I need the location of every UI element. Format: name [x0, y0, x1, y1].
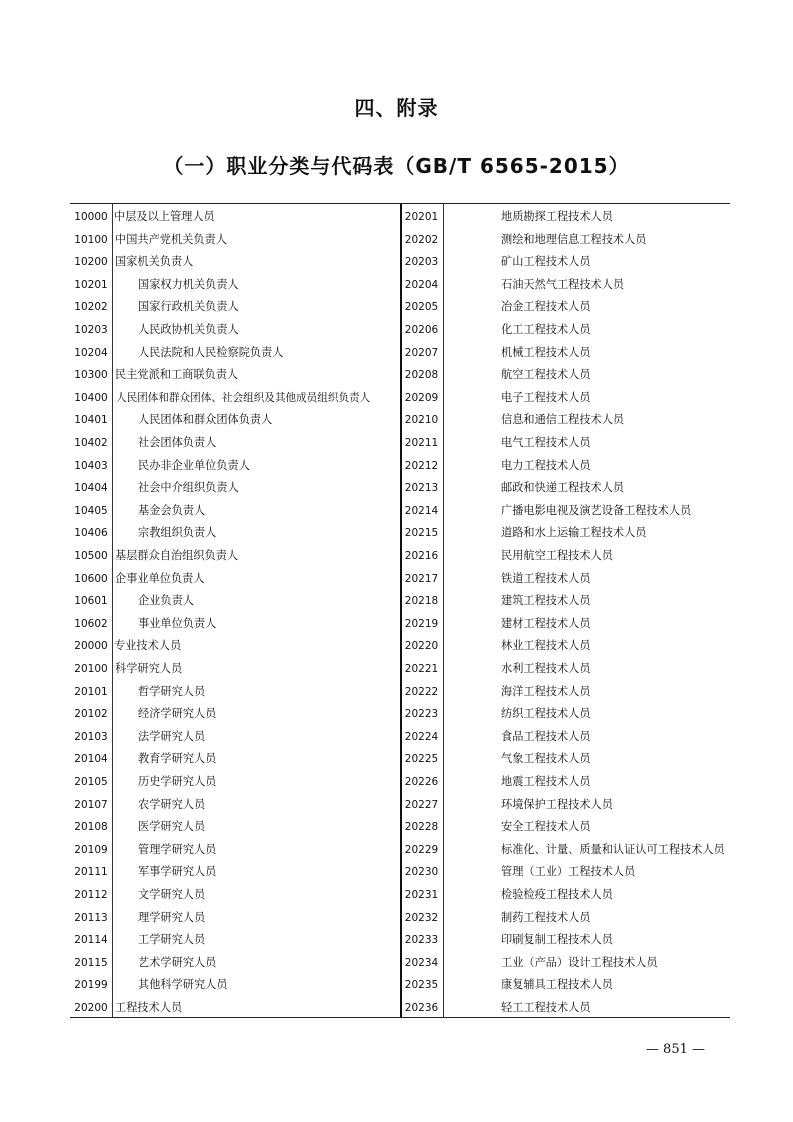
table-row [400, 477, 730, 500]
occupation-name: 人民团体和群众团体、社会组织及其他成员组织负责人 [116, 391, 371, 404]
occupation-code: 20218 [404, 595, 439, 608]
occupation-name: 检验检疫工程技术人员 [501, 888, 613, 901]
occupation-code: 10201 [74, 278, 108, 291]
occupation-code: 20224 [404, 730, 439, 743]
right-column [400, 204, 730, 1017]
occupation-name: 军事学研究人员 [138, 865, 217, 879]
table-row [400, 432, 730, 455]
occupation-name: 电力工程技术人员 [501, 458, 591, 472]
occupation-name: 医学研究人员 [138, 820, 206, 834]
table-row [70, 952, 400, 975]
occupation-name: 化工工程技术人员 [501, 323, 591, 336]
occupation-name: 民主党派和工商联负责人 [115, 368, 239, 382]
occupation-name: 电子工程技术人员 [501, 390, 591, 404]
occupation-name: 文学研究人员 [138, 888, 206, 901]
occupation-code: 20102 [74, 708, 108, 721]
occupation-code: 10204 [74, 346, 108, 359]
table-row [400, 703, 730, 726]
table-row [400, 997, 730, 1020]
table-row [70, 590, 400, 613]
occupation-code: 20000 [74, 640, 108, 653]
occupation-code: 20206 [404, 324, 439, 336]
occupation-name: 纺织工程技术人员 [501, 707, 591, 721]
occupation-code: 20236 [404, 1002, 439, 1014]
table-row [70, 251, 400, 274]
table-row [70, 387, 400, 410]
table-row [70, 342, 400, 365]
occupation-name: 人民团体和群众团体负责人 [138, 413, 273, 427]
occupation-code: 20200 [74, 1002, 108, 1014]
table-row [400, 635, 730, 658]
occupation-name: 基层群众自治组织负责人 [115, 549, 239, 562]
occupation-code: 20115 [74, 956, 108, 969]
occupation-name: 电气工程技术人员 [501, 436, 591, 449]
occupation-code-table [70, 203, 730, 1018]
table-row [400, 455, 730, 478]
table-row [400, 952, 730, 975]
table-row [400, 568, 730, 591]
table-row [70, 613, 400, 636]
occupation-name: 中层及以上管理人员 [114, 210, 215, 223]
table-row [400, 364, 730, 387]
occupation-name: 企事业单位负责人 [115, 571, 205, 585]
table-row [400, 296, 730, 319]
occupation-code: 20230 [404, 866, 439, 879]
occupation-code: 20221 [404, 663, 439, 675]
table-row [70, 296, 400, 319]
occupation-code: 20216 [404, 550, 439, 562]
occupation-name: 林业工程技术人员 [501, 639, 591, 653]
occupation-code: 20109 [74, 843, 108, 856]
table-row [400, 613, 730, 636]
occupation-name: 印刷复制工程技术人员 [501, 933, 613, 947]
table-row [70, 568, 400, 591]
occupation-name: 建筑工程技术人员 [501, 594, 591, 608]
occupation-code: 20212 [404, 459, 439, 472]
occupation-code: 20209 [404, 391, 439, 404]
table-row [70, 500, 400, 523]
table-row [400, 839, 730, 862]
table-row [400, 681, 730, 704]
occupation-name: 海洋工程技术人员 [501, 684, 591, 698]
table-row [70, 884, 400, 907]
occupation-code: 20214 [404, 504, 439, 517]
occupation-code: 20207 [404, 346, 439, 359]
occupation-name: 艺术学研究人员 [138, 955, 217, 969]
occupation-code: 20105 [74, 776, 108, 788]
table-row [400, 522, 730, 545]
occupation-code: 20232 [404, 911, 439, 924]
table-row [70, 364, 400, 387]
occupation-name: 环境保护工程技术人员 [501, 797, 613, 811]
occupation-name: 国家行政机关负责人 [138, 300, 239, 314]
occupation-code: 20107 [74, 798, 108, 811]
left-column [70, 204, 400, 1017]
occupation-name: 民用航空工程技术人员 [501, 549, 613, 562]
table-row [70, 274, 400, 297]
occupation-code: 20229 [404, 843, 439, 856]
occupation-code: 20222 [404, 685, 439, 698]
occupation-code: 20210 [404, 414, 439, 427]
occupation-code: 20226 [404, 776, 439, 788]
occupation-code: 20103 [74, 730, 108, 743]
occupation-code: 10600 [74, 572, 108, 585]
table-row [400, 748, 730, 771]
occupation-code: 20225 [404, 753, 439, 766]
table-row [400, 929, 730, 952]
occupation-name: 康复辅具工程技术人员 [501, 978, 613, 992]
occupation-name: 广播电影电视及演艺设备工程技术人员 [501, 503, 692, 517]
table-row [400, 342, 730, 365]
table-row [400, 206, 730, 229]
occupation-code: 20233 [404, 934, 439, 947]
occupation-name: 铁道工程技术人员 [501, 571, 591, 585]
occupation-name: 航空工程技术人员 [501, 368, 591, 382]
occupation-code: 20199 [74, 979, 108, 992]
table-row [70, 907, 400, 930]
occupation-name: 管理学研究人员 [138, 842, 217, 856]
table-row [70, 635, 400, 658]
table-row [400, 387, 730, 410]
occupation-code: 20208 [404, 369, 439, 382]
occupation-name: 法学研究人员 [138, 729, 206, 743]
occupation-name: 教育学研究人员 [138, 752, 217, 766]
table-row [400, 974, 730, 997]
occupation-name: 地震工程技术人员 [501, 775, 591, 788]
occupation-name: 国家机关负责人 [115, 255, 194, 269]
occupation-code: 20204 [404, 278, 439, 291]
occupation-code: 20113 [74, 911, 108, 924]
occupation-code: 20101 [74, 685, 108, 698]
table-row [70, 455, 400, 478]
occupation-code: 20202 [404, 233, 439, 246]
occupation-name: 水利工程技术人员 [501, 662, 591, 675]
occupation-code: 10202 [74, 301, 108, 314]
occupation-code: 20114 [74, 934, 108, 947]
table-row [70, 545, 400, 568]
table-row [400, 319, 730, 342]
occupation-name: 测绘和地理信息工程技术人员 [501, 232, 647, 246]
table-row [70, 997, 400, 1020]
occupation-code: 20112 [74, 889, 108, 901]
table-row [70, 974, 400, 997]
table-row [70, 522, 400, 545]
table-row [70, 726, 400, 749]
occupation-name: 标准化、计量、质量和认证认可工程技术人员 [501, 842, 725, 856]
occupation-name: 宗教组织负责人 [138, 526, 217, 540]
occupation-name: 矿山工程技术人员 [501, 255, 591, 269]
occupation-name: 基金会负责人 [138, 503, 206, 517]
table-row [400, 907, 730, 930]
occupation-code: 20231 [404, 889, 439, 901]
occupation-name: 邮政和快递工程技术人员 [501, 481, 625, 495]
occupation-code: 20104 [74, 753, 108, 766]
occupation-name: 工学研究人员 [138, 933, 206, 947]
table-row [400, 658, 730, 681]
table-row [70, 794, 400, 817]
occupation-name: 道路和水上运输工程技术人员 [501, 526, 647, 540]
occupation-name: 地质勘探工程技术人员 [501, 210, 613, 223]
occupation-code: 20205 [404, 301, 439, 314]
occupation-name: 气象工程技术人员 [501, 752, 591, 766]
table-row [70, 229, 400, 252]
table-row [70, 861, 400, 884]
occupation-code: 10602 [74, 617, 108, 630]
occupation-name: 农学研究人员 [138, 797, 206, 811]
occupation-name: 其他科学研究人员 [138, 978, 228, 992]
occupation-code: 10400 [74, 391, 108, 404]
occupation-code: 10000 [74, 211, 108, 223]
occupation-name: 理学研究人员 [138, 910, 206, 924]
occupation-code: 10300 [74, 369, 108, 382]
occupation-name: 企业负责人 [138, 594, 194, 608]
occupation-name: 冶金工程技术人员 [501, 300, 591, 314]
table-row [400, 726, 730, 749]
table-row [400, 545, 730, 568]
occupation-name: 工业（产品）设计工程技术人员 [501, 955, 658, 969]
table-row [400, 274, 730, 297]
occupation-code: 10404 [74, 482, 108, 495]
occupation-code: 20203 [404, 256, 439, 269]
table-row [400, 816, 730, 839]
table-row [400, 500, 730, 523]
occupation-code: 20223 [404, 708, 439, 721]
occupation-code: 20201 [404, 211, 439, 223]
table-title: （一）职业分类与代码表（GB/T 6565-2015） [163, 154, 630, 178]
occupation-name: 安全工程技术人员 [501, 820, 591, 834]
table-row [400, 861, 730, 884]
table-row [70, 477, 400, 500]
occupation-name: 食品工程技术人员 [501, 729, 591, 743]
occupation-name: 信息和通信工程技术人员 [501, 413, 625, 427]
occupation-code: 20235 [404, 979, 439, 992]
occupation-name: 建材工程技术人员 [501, 616, 591, 630]
occupation-code: 20213 [404, 482, 439, 495]
occupation-name: 国家权力机关负责人 [138, 277, 239, 291]
table-row [70, 432, 400, 455]
occupation-name: 科学研究人员 [115, 662, 183, 675]
occupation-code: 10100 [74, 233, 108, 246]
occupation-name: 事业单位负责人 [138, 616, 217, 630]
table-row [70, 816, 400, 839]
occupation-code: 10402 [74, 437, 108, 449]
table-row [400, 229, 730, 252]
section-title: 四、附录 [354, 96, 439, 120]
occupation-name: 人民法院和人民检察院负责人 [138, 345, 284, 359]
occupation-code: 20219 [404, 617, 439, 630]
occupation-name: 制药工程技术人员 [501, 910, 591, 924]
table-row [70, 319, 400, 342]
occupation-name: 人民政协机关负责人 [138, 323, 239, 336]
table-row [70, 206, 400, 229]
table-row [70, 658, 400, 681]
occupation-name: 管理（工业）工程技术人员 [501, 865, 636, 879]
occupation-code: 20227 [404, 798, 439, 811]
occupation-name: 社会团体负责人 [138, 436, 217, 449]
occupation-code: 10405 [74, 504, 108, 517]
table-row [70, 409, 400, 432]
occupation-name: 专业技术人员 [114, 639, 182, 653]
occupation-code: 10406 [74, 527, 108, 540]
occupation-code: 20234 [404, 956, 439, 969]
occupation-name: 石油天然气工程技术人员 [501, 277, 625, 291]
table-row [400, 884, 730, 907]
occupation-name: 机械工程技术人员 [501, 345, 591, 359]
occupation-code: 10401 [74, 414, 108, 427]
table-row [70, 771, 400, 794]
table-row [70, 929, 400, 952]
occupation-name: 历史学研究人员 [138, 775, 217, 788]
occupation-code: 10500 [74, 550, 108, 562]
table-row [70, 839, 400, 862]
table-row [70, 703, 400, 726]
table-row [70, 748, 400, 771]
occupation-code: 10200 [74, 256, 108, 269]
table-row [400, 590, 730, 613]
occupation-code: 20108 [74, 821, 108, 834]
occupation-code: 20211 [404, 437, 439, 449]
occupation-code: 20215 [404, 527, 439, 540]
occupation-name: 工程技术人员 [115, 1001, 183, 1014]
occupation-name: 社会中介组织负责人 [138, 481, 239, 495]
occupation-name: 经济学研究人员 [138, 707, 217, 721]
page-number: — 851 — [645, 1042, 705, 1057]
occupation-code: 10203 [74, 324, 108, 336]
table-row [400, 409, 730, 432]
occupation-code: 20217 [404, 572, 439, 585]
occupation-code: 20220 [404, 640, 439, 653]
table-row [400, 251, 730, 274]
occupation-name: 轻工工程技术人员 [501, 1001, 591, 1014]
table-row [70, 681, 400, 704]
table-row [400, 771, 730, 794]
occupation-name: 民办非企业单位负责人 [138, 458, 250, 472]
occupation-code: 10601 [74, 595, 108, 608]
occupation-code: 20228 [404, 821, 439, 834]
table-row [400, 794, 730, 817]
occupation-code: 20111 [74, 866, 108, 879]
occupation-code: 20100 [74, 663, 108, 675]
occupation-name: 哲学研究人员 [138, 684, 206, 698]
occupation-code: 10403 [74, 459, 108, 472]
occupation-name: 中国共产党机关负责人 [115, 232, 227, 246]
